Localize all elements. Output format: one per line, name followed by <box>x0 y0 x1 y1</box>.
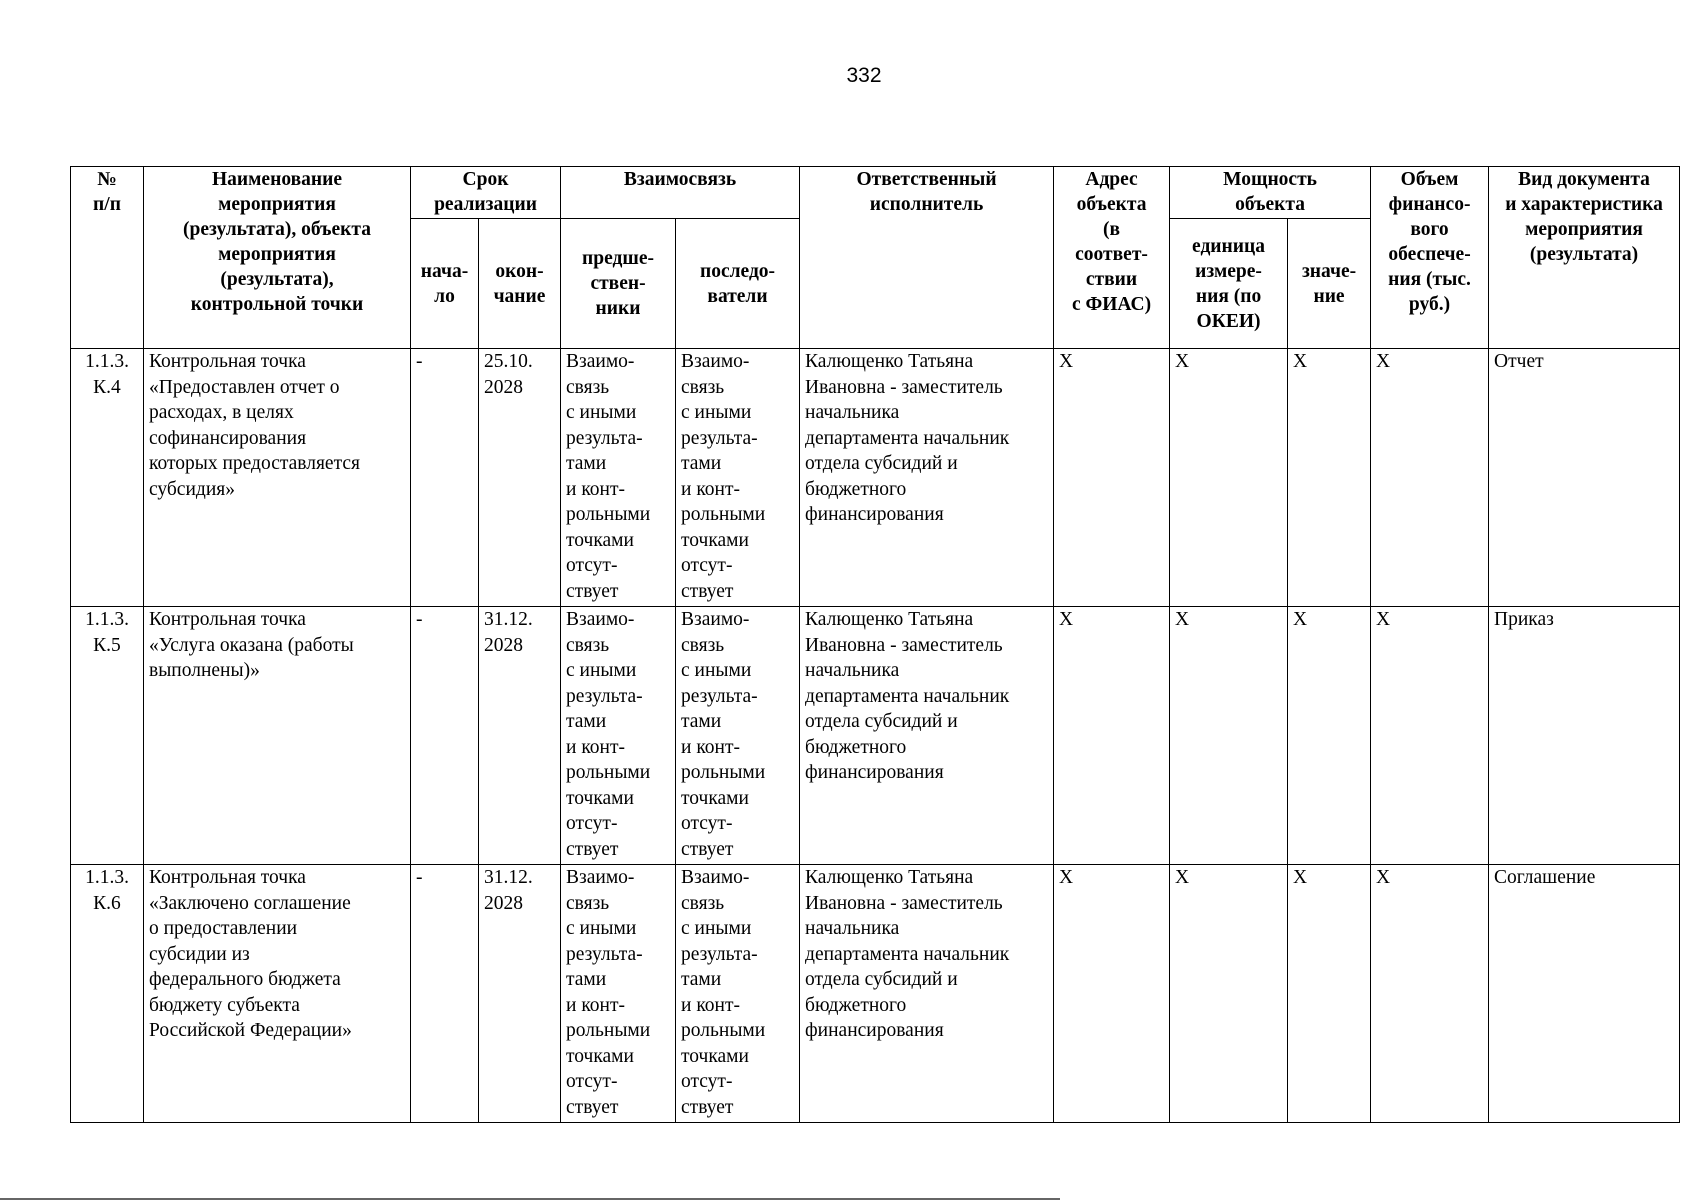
row-unit: Х <box>1170 607 1288 865</box>
row-address: Х <box>1054 865 1170 1123</box>
row-name: Контрольная точка «Заключено соглашение о предоставлении субсидии из федерального бюджета бюджету субъекта Российской Федерации» <box>144 865 411 1123</box>
row-name: Контрольная точка «Услуга оказана (работы выполнены)» <box>144 607 411 865</box>
header-period-start: нача- ло <box>411 219 479 349</box>
header-capacity: Мощность объекта <box>1170 167 1371 219</box>
row-start: - <box>411 349 479 607</box>
header-funding: Объем финансо- вого обеспече- ния (тыс. руб.) <box>1371 167 1489 349</box>
row-unit: Х <box>1170 865 1288 1123</box>
row-number: 1.1.3. К.5 <box>71 607 144 865</box>
row-address: Х <box>1054 607 1170 865</box>
row-end: 31.12. 2028 <box>479 607 561 865</box>
row-value: Х <box>1288 607 1371 865</box>
row-start: - <box>411 607 479 865</box>
row-successors: Взаимо- связь с иными результа- тами и конт- рольными точками отсут- ствует <box>676 607 800 865</box>
row-successors: Взаимо- связь с иными результа- тами и конт- рольными точками отсут- ствует <box>676 349 800 607</box>
table-row <box>71 865 1680 1123</box>
header-capacity-value: значе- ние <box>1288 219 1371 349</box>
row-name: Контрольная точка «Предоставлен отчет о расходах, в целях софинансирования которых предоставляется субсидия» <box>144 349 411 607</box>
row-predecessors: Взаимо- связь с иными результа- тами и конт- рольными точками отсут- ствует <box>561 865 676 1123</box>
row-funding: Х <box>1371 865 1489 1123</box>
row-doc-type: Соглашение <box>1489 865 1680 1123</box>
table-row <box>71 607 1680 865</box>
header-relation-prev: предше- ствен- ники <box>561 219 676 349</box>
header-period-end: окон- чание <box>479 219 561 349</box>
row-doc-type: Отчет <box>1489 349 1680 607</box>
row-number: 1.1.3. К.4 <box>71 349 144 607</box>
table-row <box>71 349 1680 607</box>
row-responsible: Калющенко Татьяна Ивановна - заместитель начальника департамента начальник отдела субсидий и бюджетного финансирования <box>800 607 1054 865</box>
header-number: № п/п <box>71 167 144 349</box>
row-end: 25.10. 2028 <box>479 349 561 607</box>
row-predecessors: Взаимо- связь с иными результа- тами и конт- рольными точками отсут- ствует <box>561 607 676 865</box>
row-unit: Х <box>1170 349 1288 607</box>
row-successors: Взаимо- связь с иными результа- тами и конт- рольными точками отсут- ствует <box>676 865 800 1123</box>
header-capacity-unit: единица измере- ния (по ОКЕИ) <box>1170 219 1288 349</box>
row-predecessors: Взаимо- связь с иными результа- тами и конт- рольными точками отсут- ствует <box>561 349 676 607</box>
row-responsible: Калющенко Татьяна Ивановна - заместитель начальника департамента начальник отдела субсидий и бюджетного финансирования <box>800 865 1054 1123</box>
row-funding: Х <box>1371 607 1489 865</box>
header-name: Наименование мероприятия (результата), объекта мероприятия (результата), контрольной точки <box>144 167 411 349</box>
row-funding: Х <box>1371 349 1489 607</box>
row-value: Х <box>1288 865 1371 1123</box>
header-doc-type: Вид документа и характеристика мероприятия (результата) <box>1489 167 1680 349</box>
row-doc-type: Приказ <box>1489 607 1680 865</box>
row-end: 31.12. 2028 <box>479 865 561 1123</box>
header-responsible: Ответственный исполнитель <box>800 167 1054 349</box>
header-relation: Взаимосвязь <box>561 167 800 219</box>
header-period: Срок реализации <box>411 167 561 219</box>
row-start: - <box>411 865 479 1123</box>
row-number: 1.1.3. К.6 <box>71 865 144 1123</box>
header-address: Адрес объекта (в соответ- ствии с ФИАС) <box>1054 167 1170 349</box>
row-address: Х <box>1054 349 1170 607</box>
row-value: Х <box>1288 349 1371 607</box>
activities-table <box>70 166 1680 1123</box>
header-relation-next: последо- ватели <box>676 219 800 349</box>
row-responsible: Калющенко Татьяна Ивановна - заместитель начальника департамента начальник отдела субсидий и бюджетного финансирования <box>800 349 1054 607</box>
page-number: 332 <box>846 64 882 87</box>
scan-edge-line <box>0 1198 1060 1200</box>
